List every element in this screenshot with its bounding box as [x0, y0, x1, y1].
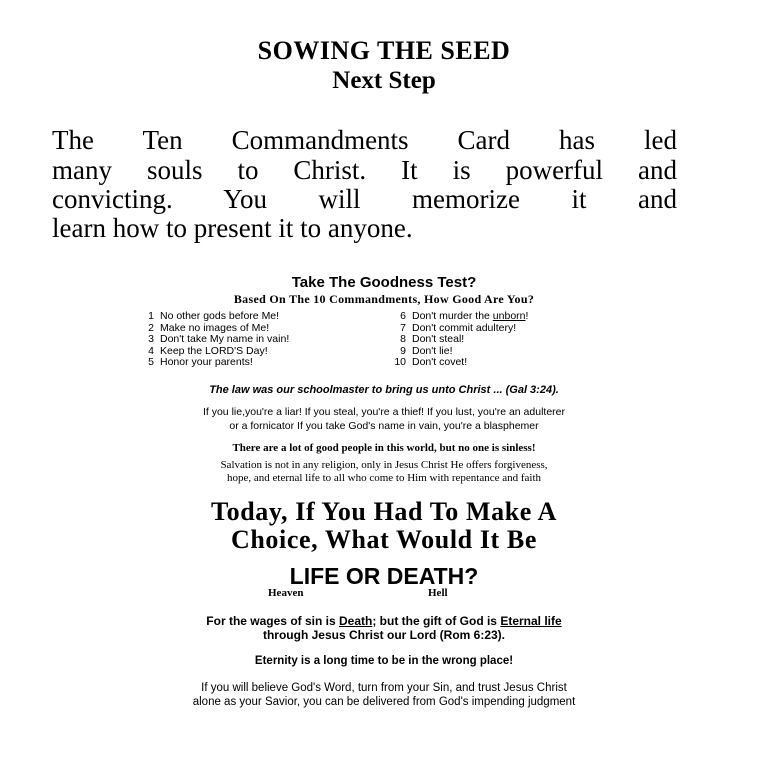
choice-question-line: Today, If You Had To Make A	[211, 497, 557, 526]
commandments-right	[392, 311, 528, 369]
commandments-left	[140, 311, 289, 369]
eternity-statement: Eternity is a long time to be in the wrong place!	[254, 655, 514, 667]
card-title: Take The Goodness Test?	[291, 274, 477, 291]
life-or-death-heading: LIFE OR DEATH?	[289, 563, 479, 589]
page-title: SOWING THE SEED	[257, 36, 511, 65]
intro-line: convicting. You will memorize it and	[52, 184, 677, 214]
commandment-item: 2 Make no images of Me!	[148, 321, 270, 334]
page-subtitle: Next Step	[332, 67, 436, 94]
commandment-item: 1 No other gods before Me!	[148, 310, 280, 322]
heaven-label: Heaven	[268, 587, 304, 599]
sin-statement-line: If you lie,you're a liar! If you steal, you're a thief! If you lust, you're an adulterer	[202, 406, 566, 418]
commandment-item: 10 Don't covet!	[394, 356, 468, 369]
sin-statement-line: or a fornicator If you take God's name in vain, you're a blasphemer	[229, 420, 539, 432]
romans-verse-line: For the wages of sin is Death; but the gift of God is Eternal life	[206, 614, 562, 628]
salvation-line: hope, and eternal life to all who come to Him with repentance and faith	[227, 472, 541, 484]
believe-line: alone as your Savior, you can be delivered from God's impending judgment	[192, 696, 576, 708]
commandment-item: 9 Don't lie!	[400, 344, 453, 357]
believe-line: If you will believe God's Word, turn from your Sin, and trust Jesus Christ	[201, 682, 567, 694]
salvation-line: Salvation is not in any religion, only in Jesus Christ He offers forgiveness,	[220, 459, 548, 471]
intro-line: The Ten Commandments Card has led	[52, 125, 677, 155]
intro-line: many souls to Christ. It is powerful and	[52, 155, 677, 185]
commandment-item: 7 Don't commit adultery!	[400, 321, 517, 334]
commandment-item: 5 Honor your parents!	[148, 356, 253, 369]
romans-verse-line: through Jesus Christ our Lord (Rom 6:23).	[262, 628, 505, 642]
good-people-statement: There are a lot of good people in this world, but no one is sinless!	[232, 442, 536, 454]
intro-line: learn how to present it to anyone.	[52, 213, 413, 243]
commandment-item: 4 Keep the LORD'S Day!	[148, 344, 268, 357]
choice-question-line: Choice, What Would It Be	[231, 525, 537, 554]
hell-label: Hell	[428, 587, 448, 599]
card-subtitle: Based On The 10 Commandments, How Good Are You?	[233, 292, 535, 306]
commandment-item: 3 Don't take My name in vain!	[148, 333, 290, 346]
commandment-item: 6 Don't murder the unborn!	[400, 310, 529, 322]
law-verse: The law was our schoolmaster to bring us unto Christ ... (Gal 3:24).	[209, 384, 559, 396]
commandment-item: 8 Don't steal!	[400, 333, 465, 346]
